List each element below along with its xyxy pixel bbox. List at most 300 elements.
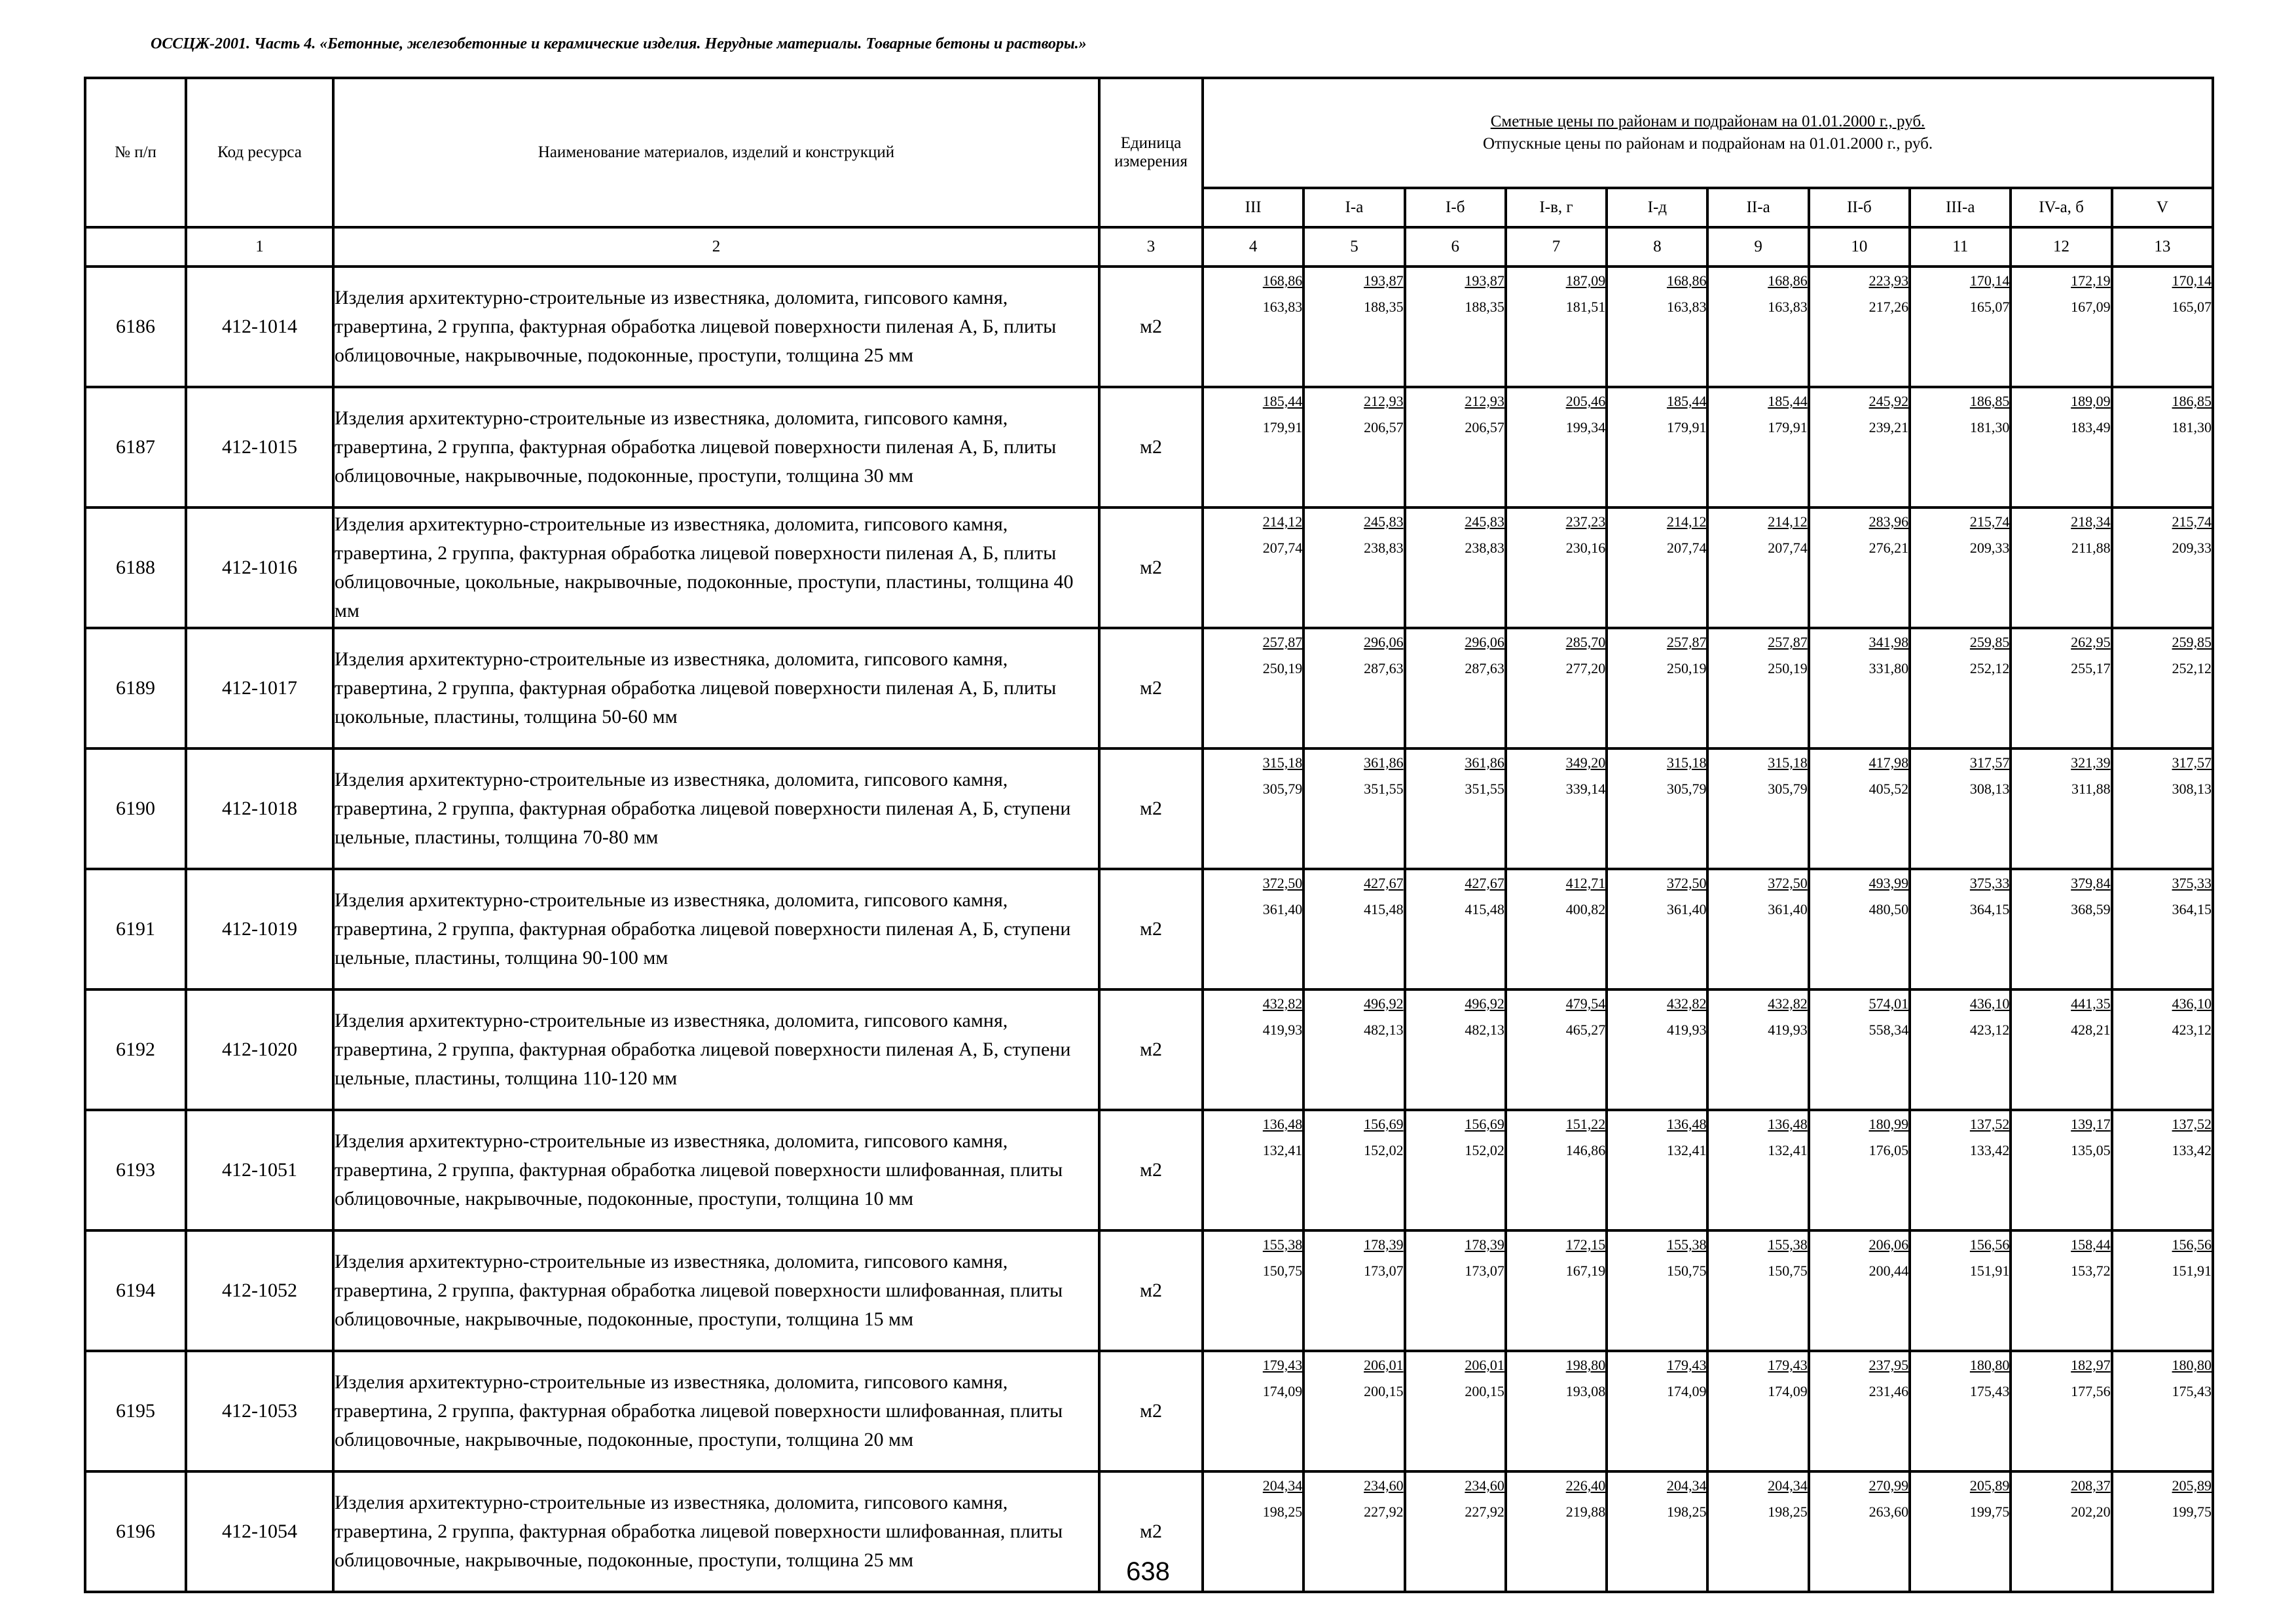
table-body — [85, 267, 2213, 1592]
release-price: 183,49 — [2071, 419, 2111, 435]
estimate-price: 151,22 — [1565, 1116, 1606, 1132]
row-number: 6190 — [85, 748, 186, 869]
unit-of-measure: м2 — [1099, 387, 1203, 507]
estimate-price: 496,92 — [1465, 995, 1504, 1012]
release-price: 250,19 — [1262, 660, 1303, 676]
price-cell — [1303, 1110, 1404, 1230]
estimate-price: 493,99 — [1868, 875, 1909, 891]
estimate-price: 245,83 — [1364, 513, 1404, 530]
release-price: 239,21 — [1868, 419, 1909, 435]
release-price: 405,52 — [1868, 781, 1909, 797]
region-header: IV-а, б — [2011, 188, 2111, 227]
estimate-price: 206,01 — [1364, 1357, 1404, 1373]
price-cell — [1506, 387, 1607, 507]
price-cell — [1607, 1230, 1707, 1351]
resource-code: 412-1051 — [186, 1110, 333, 1230]
price-cell — [1707, 507, 1808, 628]
resource-code: 412-1052 — [186, 1230, 333, 1351]
region-header: V — [2112, 188, 2213, 227]
resource-code: 412-1018 — [186, 748, 333, 869]
row-number: 6195 — [85, 1351, 186, 1471]
estimate-price: 136,48 — [1768, 1116, 1808, 1132]
column-number — [85, 227, 186, 267]
table-row — [85, 1351, 2213, 1471]
price-cell — [1607, 1110, 1707, 1230]
release-price: 163,83 — [1768, 299, 1808, 315]
estimate-price: 432,82 — [1666, 995, 1707, 1012]
release-price: 276,21 — [1868, 540, 1909, 556]
estimate-price: 206,06 — [1868, 1236, 1909, 1253]
estimate-price: 372,50 — [1262, 875, 1303, 891]
estimate-price: 214,12 — [1262, 513, 1303, 530]
material-name: Изделия архитектурно-строительные из известняка, доломита, гипсового камня, травертина, 2 группа, фактурная обработка лицевой поверхности шлифованная, плиты облицовочные, накрывочные, подоконные, проступи, толщина 10 мм — [333, 1110, 1099, 1230]
release-price: 174,09 — [1768, 1383, 1808, 1399]
estimate-price: 139,17 — [2071, 1116, 2111, 1132]
estimate-price: 226,40 — [1565, 1477, 1606, 1494]
release-price: 227,92 — [1465, 1504, 1504, 1520]
price-cell — [1910, 869, 2011, 989]
estimate-price: 155,38 — [1666, 1236, 1707, 1253]
column-number: 2 — [333, 227, 1099, 267]
table-row — [85, 989, 2213, 1110]
row-number: 6196 — [85, 1471, 186, 1592]
estimate-price: 204,34 — [1768, 1477, 1808, 1494]
region-header: I-д — [1607, 188, 1707, 227]
release-price: 165,07 — [2172, 299, 2212, 315]
estimate-price: 205,89 — [1969, 1477, 2010, 1494]
price-cell — [1203, 267, 1303, 387]
release-price: 151,91 — [2172, 1263, 2212, 1279]
release-price: 174,09 — [1262, 1383, 1303, 1399]
row-number: 6186 — [85, 267, 186, 387]
release-price: 135,05 — [2071, 1142, 2111, 1158]
release-price: 238,83 — [1364, 540, 1404, 556]
estimate-price: 372,50 — [1768, 875, 1808, 891]
price-cell — [2011, 267, 2111, 387]
estimate-price: 198,80 — [1565, 1357, 1606, 1373]
estimate-price: 296,06 — [1364, 634, 1404, 650]
release-price: 188,35 — [1364, 299, 1404, 315]
price-cell — [1809, 267, 1910, 387]
release-price: 231,46 — [1868, 1383, 1909, 1399]
estimate-price: 206,01 — [1465, 1357, 1504, 1373]
estimate-price: 186,85 — [2172, 393, 2212, 409]
price-cell — [2011, 628, 2111, 748]
estimate-price: 245,92 — [1868, 393, 1909, 409]
estimate-price: 441,35 — [2071, 995, 2111, 1012]
price-cell — [1203, 1110, 1303, 1230]
price-cell — [2011, 387, 2111, 507]
release-price: 199,75 — [2172, 1504, 2212, 1520]
price-cell — [1707, 869, 1808, 989]
estimate-price: 412,71 — [1565, 875, 1606, 891]
column-number: 4 — [1203, 227, 1303, 267]
release-price: 150,75 — [1666, 1263, 1707, 1279]
release-price: 351,55 — [1465, 781, 1504, 797]
resource-code: 412-1019 — [186, 869, 333, 989]
estimate-price: 372,50 — [1666, 875, 1707, 891]
release-price: 305,79 — [1262, 781, 1303, 797]
estimate-price: 234,60 — [1364, 1477, 1404, 1494]
price-cell — [1203, 628, 1303, 748]
price-cell — [1910, 748, 2011, 869]
price-cell — [1809, 1230, 1910, 1351]
price-cell — [1203, 1351, 1303, 1471]
price-cell — [1809, 989, 1910, 1110]
col-header-unit: Единица измерения — [1099, 78, 1203, 227]
unit-of-measure: м2 — [1099, 628, 1203, 748]
estimate-price: 185,44 — [1262, 393, 1303, 409]
header-row-column-numbers — [85, 227, 2213, 267]
release-price: 219,88 — [1565, 1504, 1606, 1520]
estimate-price: 204,34 — [1666, 1477, 1707, 1494]
price-cell — [1405, 387, 1506, 507]
release-price: 173,07 — [1364, 1263, 1404, 1279]
release-price: 351,55 — [1364, 781, 1404, 797]
resource-code: 412-1016 — [186, 507, 333, 628]
row-number: 6187 — [85, 387, 186, 507]
release-price: 368,59 — [2071, 901, 2111, 917]
release-price: 133,42 — [2172, 1142, 2212, 1158]
estimate-price: 432,82 — [1768, 995, 1808, 1012]
estimate-price: 212,93 — [1465, 393, 1504, 409]
price-cell — [1506, 507, 1607, 628]
price-cell — [1707, 989, 1808, 1110]
price-cell — [1203, 989, 1303, 1110]
resource-code: 412-1015 — [186, 387, 333, 507]
region-header: II-а — [1707, 188, 1808, 227]
price-cell — [1203, 748, 1303, 869]
price-cell — [1910, 1351, 2011, 1471]
price-cell — [1910, 628, 2011, 748]
estimate-price: 215,74 — [1969, 513, 2010, 530]
price-cell — [1910, 507, 2011, 628]
release-price: 277,20 — [1565, 660, 1606, 676]
release-price: 419,93 — [1768, 1022, 1808, 1038]
release-price: 173,07 — [1465, 1263, 1504, 1279]
row-number: 6192 — [85, 989, 186, 1110]
estimate-price: 156,56 — [1969, 1236, 2010, 1253]
release-price: 176,05 — [1868, 1142, 1909, 1158]
price-cell — [1303, 267, 1404, 387]
release-price: 198,25 — [1768, 1504, 1808, 1520]
col-header-prices — [1203, 78, 2213, 188]
release-price: 179,91 — [1262, 419, 1303, 435]
resource-code: 412-1014 — [186, 267, 333, 387]
price-cell — [1405, 989, 1506, 1110]
price-cell — [1809, 628, 1910, 748]
release-price: 163,83 — [1262, 299, 1303, 315]
estimate-price: 237,95 — [1868, 1357, 1909, 1373]
table-row — [85, 507, 2213, 628]
material-name: Изделия архитектурно-строительные из известняка, доломита, гипсового камня, травертина, 2 группа, фактурная обработка лицевой поверхности пиленая А, Б, плиты облицовочные, цокольные, накрывочные, подоконные, проступи, пластины, толщина 40 мм — [333, 507, 1099, 628]
unit-of-measure: м2 — [1099, 507, 1203, 628]
col-header-num: № п/п — [85, 78, 186, 227]
release-price: 361,40 — [1768, 901, 1808, 917]
material-name: Изделия архитектурно-строительные из известняка, доломита, гипсового камня, травертина, 2 группа, фактурная обработка лицевой поверхности пиленая А, Б, плиты цокольные, пластины, толщина 50-60 мм — [333, 628, 1099, 748]
release-price: 151,91 — [1969, 1263, 2010, 1279]
price-cell — [2112, 869, 2213, 989]
price-cell — [1607, 507, 1707, 628]
table-row — [85, 387, 2213, 507]
price-cell — [1405, 507, 1506, 628]
estimate-price: 315,18 — [1262, 754, 1303, 771]
price-cell — [2011, 507, 2111, 628]
release-price: 207,74 — [1262, 540, 1303, 556]
resource-code: 412-1017 — [186, 628, 333, 748]
release-price: 364,15 — [1969, 901, 2010, 917]
release-price: 152,02 — [1465, 1142, 1504, 1158]
region-header: III — [1203, 188, 1303, 227]
release-price: 132,41 — [1262, 1142, 1303, 1158]
estimate-price: 257,87 — [1666, 634, 1707, 650]
release-price: 175,43 — [1969, 1383, 2010, 1399]
estimate-price: 285,70 — [1565, 634, 1606, 650]
release-price: 188,35 — [1465, 299, 1504, 315]
price-cell — [1910, 989, 2011, 1110]
release-price: 263,60 — [1868, 1504, 1909, 1520]
region-header: III-а — [1910, 188, 2011, 227]
estimate-price: 257,87 — [1262, 634, 1303, 650]
estimate-price: 205,89 — [2172, 1477, 2212, 1494]
release-price: 308,13 — [1969, 781, 2010, 797]
price-cell — [1303, 989, 1404, 1110]
release-price: 150,75 — [1768, 1263, 1808, 1279]
estimate-price: 186,85 — [1969, 393, 2010, 409]
column-number: 1 — [186, 227, 333, 267]
estimate-price: 214,12 — [1666, 513, 1707, 530]
estimate-price: 168,86 — [1262, 272, 1303, 289]
estimate-price: 379,84 — [2071, 875, 2111, 891]
release-price: 217,26 — [1868, 299, 1909, 315]
release-price: 305,79 — [1666, 781, 1707, 797]
release-price: 150,75 — [1262, 1263, 1303, 1279]
estimate-price: 496,92 — [1364, 995, 1404, 1012]
material-name: Изделия архитектурно-строительные из известняка, доломита, гипсового камня, травертина, 2 группа, фактурная обработка лицевой поверхности пиленая А, Б, плиты облицовочные, накрывочные, подоконные, проступи, толщина 30 мм — [333, 387, 1099, 507]
price-cell — [1506, 869, 1607, 989]
material-name: Изделия архитектурно-строительные из известняка, доломита, гипсового камня, травертина, 2 группа, фактурная обработка лицевой поверхности пиленая А, Б, ступени цельные, пластины, толщина 70-80 мм — [333, 748, 1099, 869]
estimate-price: 178,39 — [1364, 1236, 1404, 1253]
price-cell — [1809, 748, 1910, 869]
release-price: 181,51 — [1565, 299, 1606, 315]
release-price: 207,74 — [1768, 540, 1808, 556]
release-price: 179,91 — [1768, 419, 1808, 435]
unit-of-measure: м2 — [1099, 748, 1203, 869]
price-cell — [1303, 387, 1404, 507]
price-cell — [1910, 387, 2011, 507]
estimate-price: 172,15 — [1565, 1236, 1606, 1253]
release-price: 400,82 — [1565, 901, 1606, 917]
column-number: 3 — [1099, 227, 1203, 267]
price-cell — [2112, 267, 2213, 387]
estimate-price: 283,96 — [1868, 513, 1909, 530]
material-name: Изделия архитектурно-строительные из известняка, доломита, гипсового камня, травертина, 2 группа, фактурная обработка лицевой поверхности пиленая А, Б, плиты облицовочные, накрывочные, подоконные, проступи, толщина 25 мм — [333, 267, 1099, 387]
unit-of-measure: м2 — [1099, 267, 1203, 387]
release-price: 200,44 — [1868, 1263, 1909, 1279]
release-price: 179,91 — [1666, 419, 1707, 435]
price-cell — [1203, 387, 1303, 507]
estimate-price: 214,12 — [1768, 513, 1808, 530]
estimate-price: 156,69 — [1465, 1116, 1504, 1132]
column-number: 7 — [1506, 227, 1607, 267]
release-price: 153,72 — [2071, 1263, 2111, 1279]
estimate-price: 427,67 — [1364, 875, 1404, 891]
estimate-price: 158,44 — [2071, 1236, 2111, 1253]
release-price: 209,33 — [1969, 540, 2010, 556]
estimate-price: 180,80 — [2172, 1357, 2212, 1373]
price-cell — [1910, 1110, 2011, 1230]
release-price: 181,30 — [1969, 419, 2010, 435]
price-cell — [1506, 267, 1607, 387]
release-price: 361,40 — [1262, 901, 1303, 917]
price-cell — [2112, 748, 2213, 869]
estimate-price: 187,09 — [1565, 272, 1606, 289]
release-price: 558,34 — [1868, 1022, 1909, 1038]
price-cell — [1303, 748, 1404, 869]
estimate-price: 168,86 — [1666, 272, 1707, 289]
estimate-price: 427,67 — [1465, 875, 1504, 891]
price-cell — [1607, 989, 1707, 1110]
estimate-price: 223,93 — [1868, 272, 1909, 289]
estimate-price: 270,99 — [1868, 1477, 1909, 1494]
estimate-price: 205,46 — [1565, 393, 1606, 409]
release-price: 250,19 — [1768, 660, 1808, 676]
release-price: 209,33 — [2172, 540, 2212, 556]
estimate-price: 317,57 — [1969, 754, 2010, 771]
release-price: 238,83 — [1465, 540, 1504, 556]
estimate-price: 315,18 — [1768, 754, 1808, 771]
material-name: Изделия архитектурно-строительные из известняка, доломита, гипсового камня, травертина, 2 группа, фактурная обработка лицевой поверхности пиленая А, Б, ступени цельные, пластины, толщина 90-100 мм — [333, 869, 1099, 989]
price-cell — [1607, 267, 1707, 387]
release-price: 415,48 — [1465, 901, 1504, 917]
release-price: 428,21 — [2071, 1022, 2111, 1038]
price-cell — [1405, 1110, 1506, 1230]
price-cell — [1607, 628, 1707, 748]
estimate-price: 315,18 — [1666, 754, 1707, 771]
estimate-price: 179,43 — [1768, 1357, 1808, 1373]
page-number: 638 — [1126, 1557, 1170, 1586]
unit-of-measure: м2 — [1099, 1110, 1203, 1230]
resource-code: 412-1053 — [186, 1351, 333, 1471]
release-price: 465,27 — [1565, 1022, 1606, 1038]
column-number: 12 — [2011, 227, 2111, 267]
release-price: 198,25 — [1666, 1504, 1707, 1520]
estimate-price: 189,09 — [2071, 393, 2111, 409]
estimate-price: 155,38 — [1768, 1236, 1808, 1253]
price-cell — [2112, 507, 2213, 628]
price-cell — [1203, 507, 1303, 628]
release-price: 415,48 — [1364, 901, 1404, 917]
price-cell — [2112, 1230, 2213, 1351]
price-cell — [1910, 1230, 2011, 1351]
release-price: 193,08 — [1565, 1383, 1606, 1399]
estimate-price: 341,98 — [1868, 634, 1909, 650]
release-price: 339,14 — [1565, 781, 1606, 797]
release-price: 287,63 — [1465, 660, 1504, 676]
row-number: 6191 — [85, 869, 186, 989]
price-cell — [1303, 1351, 1404, 1471]
price-cell — [2011, 1110, 2111, 1230]
price-cell — [1303, 869, 1404, 989]
table-row — [85, 869, 2213, 989]
release-price: 181,30 — [2172, 419, 2212, 435]
price-cell — [2011, 748, 2111, 869]
region-header: I-в, г — [1506, 188, 1607, 227]
price-table — [84, 77, 2214, 1593]
price-cell — [1809, 387, 1910, 507]
price-cell — [1809, 507, 1910, 628]
price-cell — [1809, 1351, 1910, 1471]
release-price: 198,25 — [1262, 1504, 1303, 1520]
price-cell — [1707, 628, 1808, 748]
release-price: 167,09 — [2071, 299, 2111, 315]
column-number: 13 — [2112, 227, 2213, 267]
price-cell — [1809, 869, 1910, 989]
unit-of-measure: м2 — [1099, 1471, 1203, 1592]
release-price: 206,57 — [1364, 419, 1404, 435]
price-cell — [1707, 1351, 1808, 1471]
unit-of-measure: м2 — [1099, 1230, 1203, 1351]
estimate-price: 349,20 — [1565, 754, 1606, 771]
release-price: 206,57 — [1465, 419, 1504, 435]
release-price: 211,88 — [2071, 540, 2111, 556]
price-cell — [2112, 989, 2213, 1110]
estimate-price: 172,19 — [2071, 272, 2111, 289]
material-name: Изделия архитектурно-строительные из известняка, доломита, гипсового камня, травертина, 2 группа, фактурная обработка лицевой поверхности шлифованная, плиты облицовочные, накрывочные, подоконные, проступи, толщина 25 мм — [333, 1471, 1099, 1592]
release-price: 167,19 — [1565, 1263, 1606, 1279]
release-price: 480,50 — [1868, 901, 1909, 917]
resource-code: 412-1054 — [186, 1471, 333, 1592]
release-price: 163,83 — [1666, 299, 1707, 315]
estimate-price: 208,37 — [2071, 1477, 2111, 1494]
price-cell — [1506, 989, 1607, 1110]
price-cell — [2112, 1351, 2213, 1471]
table-row — [85, 748, 2213, 869]
release-price: 423,12 — [2172, 1022, 2212, 1038]
price-cell — [1506, 1351, 1607, 1471]
estimate-price: 417,98 — [1868, 754, 1909, 771]
estimate-price: 262,95 — [2071, 634, 2111, 650]
row-number: 6194 — [85, 1230, 186, 1351]
price-cell — [1506, 628, 1607, 748]
price-cell — [1405, 1351, 1506, 1471]
release-price: 361,40 — [1666, 901, 1707, 917]
estimate-price: 178,39 — [1465, 1236, 1504, 1253]
price-cell — [1607, 387, 1707, 507]
release-price: 311,88 — [2071, 781, 2111, 797]
estimate-price: 136,48 — [1262, 1116, 1303, 1132]
release-price: 146,86 — [1565, 1142, 1606, 1158]
release-price: 255,17 — [2071, 660, 2111, 676]
column-number: 10 — [1809, 227, 1910, 267]
estimate-price: 479,54 — [1565, 995, 1606, 1012]
estimate-price: 237,23 — [1565, 513, 1606, 530]
column-number: 11 — [1910, 227, 2011, 267]
estimate-price: 137,52 — [1969, 1116, 2010, 1132]
column-number: 5 — [1303, 227, 1404, 267]
estimate-price: 182,97 — [2071, 1357, 2111, 1373]
release-price: 200,15 — [1465, 1383, 1504, 1399]
row-number: 6188 — [85, 507, 186, 628]
table-row — [85, 1110, 2213, 1230]
unit-of-measure: м2 — [1099, 989, 1203, 1110]
resource-code: 412-1020 — [186, 989, 333, 1110]
estimate-price: 179,43 — [1666, 1357, 1707, 1373]
price-cell — [1910, 267, 2011, 387]
estimate-price: 361,86 — [1465, 754, 1504, 771]
release-price: 227,92 — [1364, 1504, 1404, 1520]
estimate-price: 361,86 — [1364, 754, 1404, 771]
